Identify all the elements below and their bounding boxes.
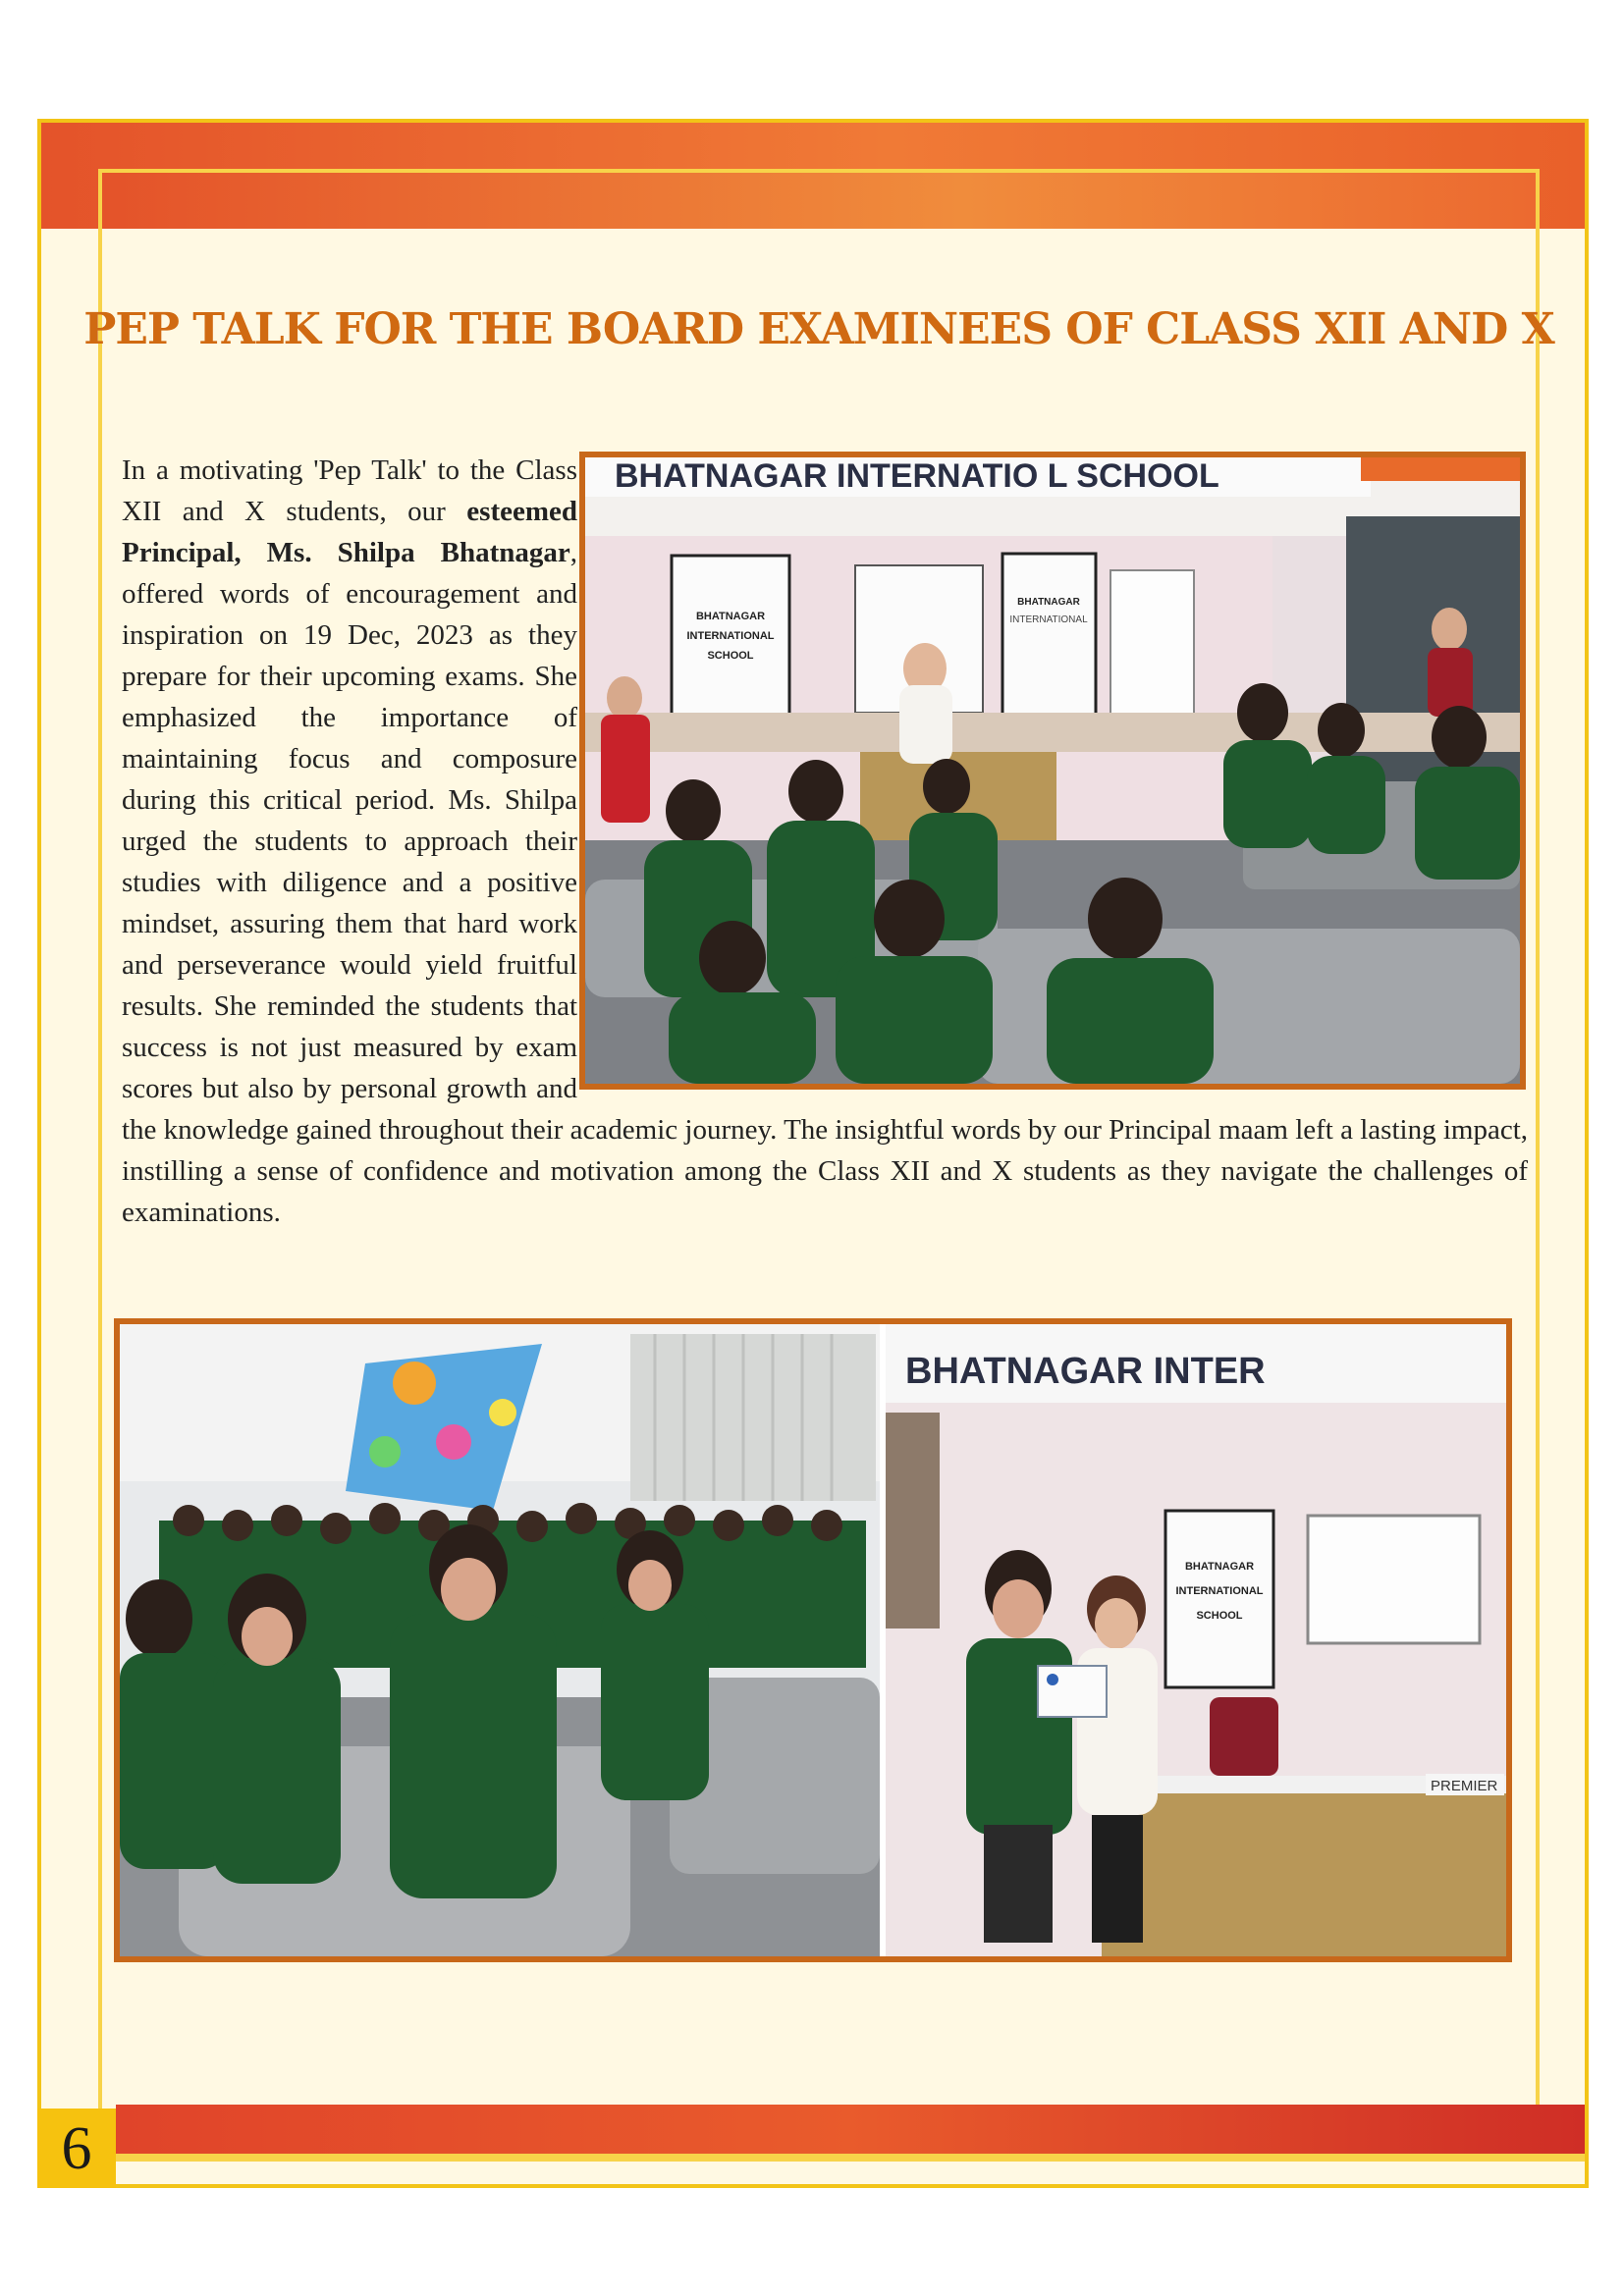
photo-pep-talk	[579, 452, 1526, 1090]
top-inner-band	[102, 173, 1536, 229]
top-board-right-line2: INTERNATIONAL	[1009, 614, 1088, 625]
top-photo-banner: BHATNAGAR INTERNATIO L SCHOOL	[615, 457, 1219, 495]
podium-label: PREMIER	[1431, 1778, 1498, 1794]
top-board-left-line1: BHATNAGAR	[695, 611, 766, 622]
body-intro: In a motivating 'Pep Talk' to the Class XII and X students, our	[122, 454, 577, 527]
bottom-board-line1: BHATNAGAR	[1184, 1561, 1255, 1573]
photo-bottom-scene	[120, 1324, 1506, 1956]
page-number: 6	[61, 2114, 92, 2182]
photo-students-and-award	[114, 1318, 1512, 1962]
bottom-photo-banner: BHATNAGAR INTER	[905, 1351, 1266, 1392]
bottom-gold-line	[116, 2154, 1585, 2162]
page-number-box	[37, 2109, 116, 2188]
body-bold-principal: esteemed Principal, Ms. Shilpa Bhatnagar	[122, 496, 577, 568]
top-board-left-line2: INTERNATIONAL	[686, 630, 775, 642]
top-board-right-line1: BHATNAGAR	[1017, 597, 1080, 608]
bottom-decorative-band	[116, 2105, 1585, 2154]
bottom-board-line3: SCHOOL	[1196, 1610, 1243, 1622]
article-title-row	[83, 299, 1554, 358]
bottom-board-line2: INTERNATIONAL	[1175, 1585, 1264, 1597]
body-rest: , offered words of encouragement and inspiration on 19 Dec, 2023 as they prepare for their upcoming exams. She emphasized the importance of maintaining focus and composure during this critical period. Ms. Shilpa urged the students to approach their studies with diligence and a positive mindset, assuring them that hard work and perseverance would yield fruitful results. She reminded the students that success is not just measured by exam scores but also by personal growth and the knowledge gained throughout their academic journey. The insightful words by our Principal maam left a lasting impact, instilling a sense of confidence and motivation among the Class XII and X students as they navigate the challenges of examinations.	[122, 537, 1528, 1228]
article-title: PEP TALK FOR THE BOARD EXAMINEES OF CLASS XII AND X	[83, 303, 1554, 354]
photo-pep-talk-scene	[585, 457, 1520, 1084]
top-board-left-line3: SCHOOL	[707, 650, 754, 662]
